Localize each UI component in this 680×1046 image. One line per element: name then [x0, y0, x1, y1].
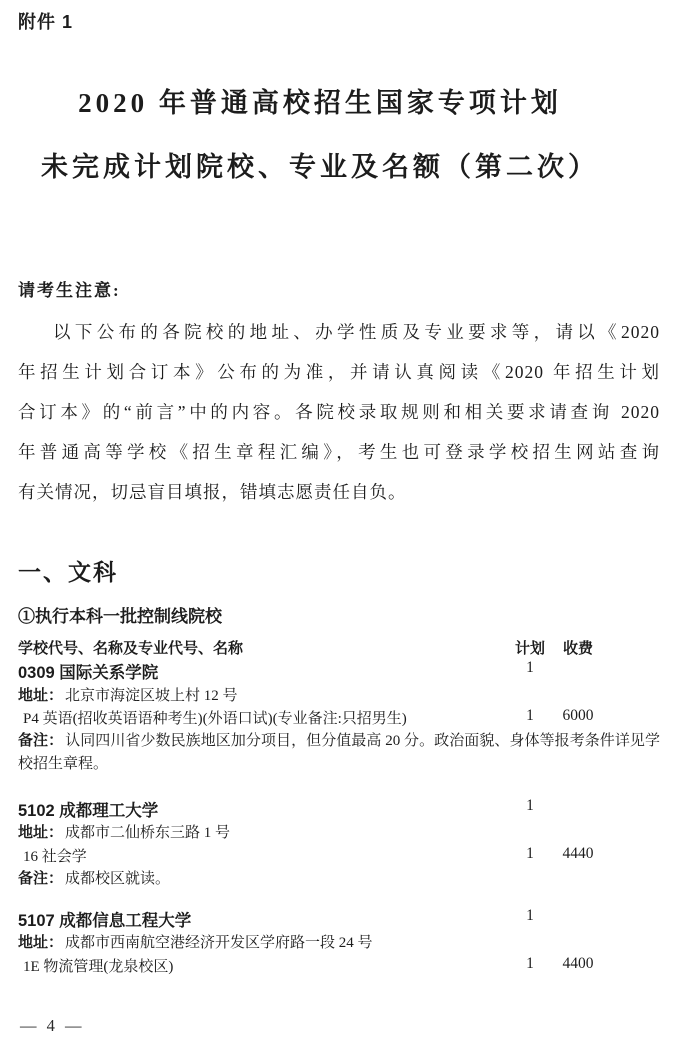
- notice-line: 以下公布的各院校的地址、办学性质及专业要求等，请以《2020: [53, 322, 660, 342]
- major-code-name: 16 社会学: [23, 849, 87, 865]
- major-row: [18, 955, 660, 976]
- address-label: 地址：: [18, 824, 64, 841]
- subsection-heading-tier1: ①执行本科一批控制线院校: [18, 607, 222, 626]
- major-plan-count: 1: [526, 845, 534, 862]
- remark-label: 备注：: [18, 732, 64, 749]
- school-plan-count: 1: [526, 907, 534, 924]
- school-remark-row: [18, 867, 660, 891]
- column-header-school: 学校代号、名称及专业代号、名称: [18, 640, 244, 657]
- school-code-name: 0309 国际关系学院: [18, 664, 159, 682]
- section-heading-liberal-arts: 一、文科: [18, 559, 118, 585]
- column-header-fee: 收费: [562, 640, 593, 657]
- school-address-row: [18, 931, 660, 952]
- major-fee: 6000: [562, 707, 594, 724]
- major-row: [18, 845, 660, 866]
- school-address-row: [18, 821, 660, 842]
- remark-text: 成都校区就读。: [65, 871, 171, 887]
- major-plan-count: 1: [526, 707, 534, 724]
- address-text: 北京市海淀区坡上村 12 号: [65, 688, 238, 704]
- address-text: 成都市西南航空港经济开发区学府路一段 24 号: [65, 935, 373, 951]
- address-label: 地址：: [18, 687, 64, 704]
- major-code-name: P4 英语(招收英语语种考生)(外语口试)(专业备注:只招男生): [23, 711, 407, 727]
- major-plan-count: 1: [526, 955, 534, 972]
- notice-line: 年招生计划合订本》公布的为准，并请认真阅读《2020 年招生计划: [18, 362, 660, 382]
- notice-heading: 请考生注意:: [18, 281, 121, 300]
- notice-line: 合订本》的“前言”中的内容。各院校录取规则和相关要求请查询 2020: [18, 402, 660, 422]
- school-code-name: 5107 成都信息工程大学: [18, 912, 192, 930]
- school-row: [18, 907, 660, 931]
- address-text: 成都市二仙桥东三路 1 号: [65, 825, 231, 841]
- address-label: 地址：: [18, 934, 64, 951]
- major-fee: 4400: [562, 955, 594, 972]
- school-code-name: 5102 成都理工大学: [18, 802, 159, 820]
- major-row: [18, 707, 660, 728]
- school-row: [18, 797, 660, 821]
- school-plan-count: 1: [526, 659, 534, 676]
- school-remark-row: [18, 729, 660, 776]
- school-plan-count: 1: [526, 797, 534, 814]
- school-address-row: [18, 684, 660, 705]
- page-number: — 4 —: [20, 1016, 85, 1035]
- notice-line: 年普通高等学校《招生章程汇编》，考生也可登录学校招生网站查询: [18, 442, 660, 462]
- notice-line: 有关情况，切忌盲目填报，错填志愿责任自负。: [18, 482, 407, 502]
- school-row: [18, 659, 660, 683]
- document-title-line-2: 未完成计划院校、专业及名额（第二次）: [41, 152, 599, 182]
- table-header-row: [18, 637, 660, 658]
- document-title-line-1: 2020 年普通高校招生国家专项计划: [78, 88, 562, 118]
- major-code-name: 1E 物流管理(龙泉校区): [23, 959, 174, 975]
- column-header-plan: 计划: [514, 640, 545, 657]
- remark-label: 备注：: [18, 870, 64, 887]
- notice-paragraph: [18, 312, 660, 512]
- major-fee: 4440: [562, 845, 594, 862]
- remark-text: 认同四川省少数民族地区加分项目，但分值最高 20 分。政治面貌、身体等报考条件详见学校招生章程。: [18, 733, 660, 772]
- attachment-label: 附件 1: [18, 12, 74, 32]
